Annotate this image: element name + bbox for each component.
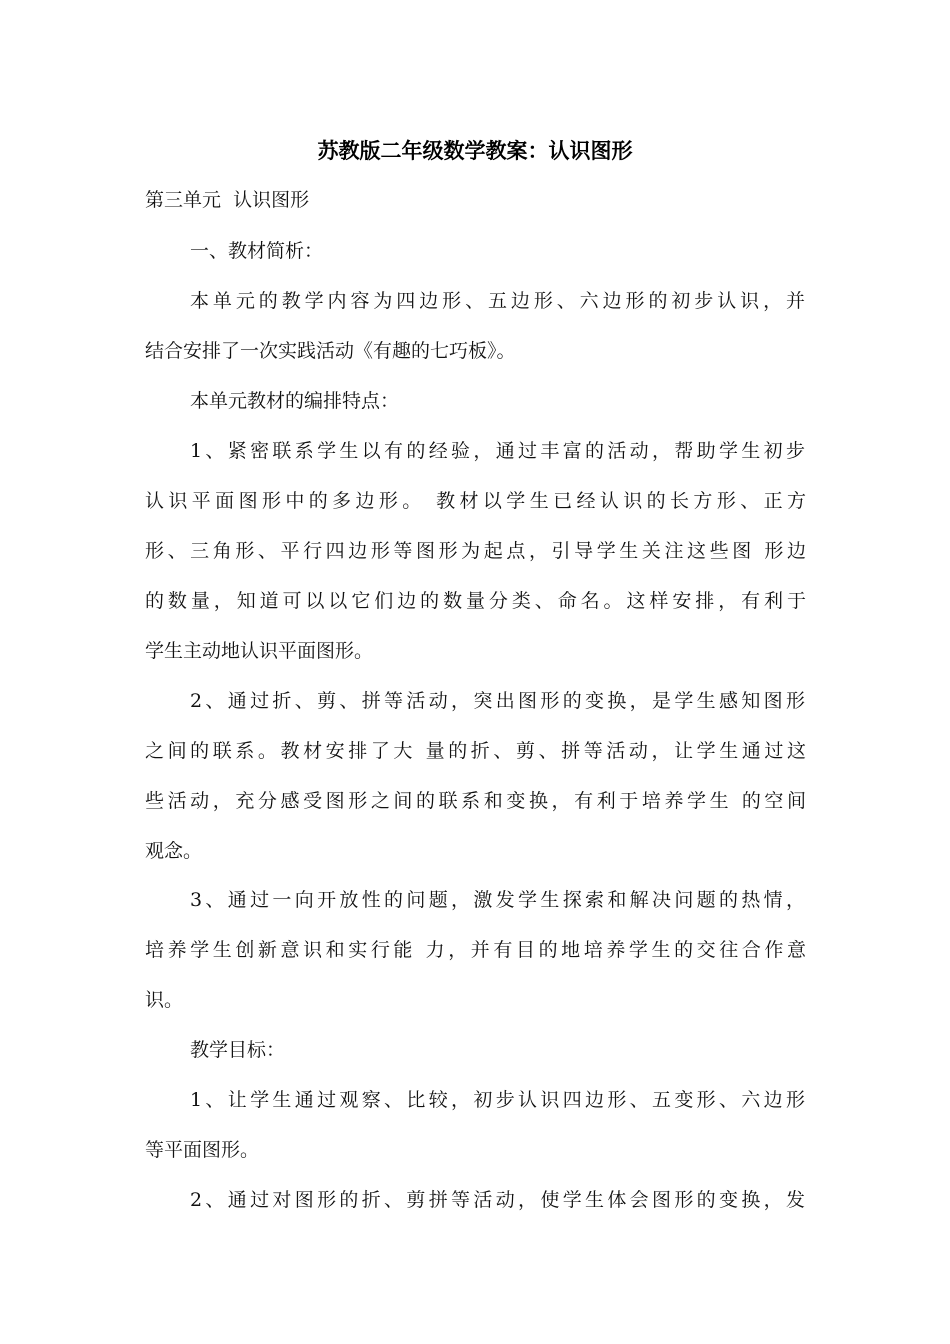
paragraph-line: 学生主动地认识平面图形。 [145,640,374,662]
paragraph-line: 本单元的教学内容为四边形、五边形、六边形的初步认识，并 [190,290,805,312]
paragraph-line: 本单元教材的编排特点： [190,390,400,412]
paragraph-line: 1、让学生通过观察、比较，初步认识四边形、五变形、六边形 [190,1089,805,1111]
paragraph-line: 的数量，知道可以以它们边的数量分类、命名。这样安排，有利于 [145,590,806,612]
paragraph-line: 2、通过对图形的折、剪拼等活动，使学生体会图形的变换，发 [190,1189,805,1211]
section-heading: 教学目标： [190,1039,286,1061]
paragraph-line: 些活动，充分感受图形之间的联系和变换，有利于培养学生 的空间 [145,790,806,812]
paragraph-line: 3、通过一向开放性的问题，激发学生探索和解决问题的热情， [190,889,805,911]
paragraph-line: 1、紧密联系学生以有的经验，通过丰富的活动，帮助学生初步 [190,440,805,462]
document-title: 苏教版二年级数学教案：认识图形 [317,139,633,163]
paragraph-line: 结合安排了一次实践活动《有趣的七巧板》。 [145,340,516,362]
paragraph-line: 培养学生创新意识和实行能 力，并有目的地培养学生的交往合作意 [145,939,806,961]
paragraph-line: 之间的联系。教材安排了大 量的折、剪、拼等活动，让学生通过这 [145,740,806,762]
paragraph-line: 观念。 [145,840,203,862]
paragraph-line: 2、通过折、剪、拼等活动，突出图形的变换，是学生感知图形 [190,690,805,712]
section-heading: 一、教材简析： [190,240,324,262]
unit-heading: 第三单元 认识图形 [145,189,310,211]
paragraph-line: 识。 [145,989,184,1011]
paragraph-line: 形、三角形、平行四边形等图形为起点，引导学生关注这些图 形边 [145,540,806,562]
paragraph-line: 认识平面图形中的多边形。 教材以学生已经认识的长方形、正方 [145,490,806,512]
paragraph-line: 等平面图形。 [145,1139,260,1161]
